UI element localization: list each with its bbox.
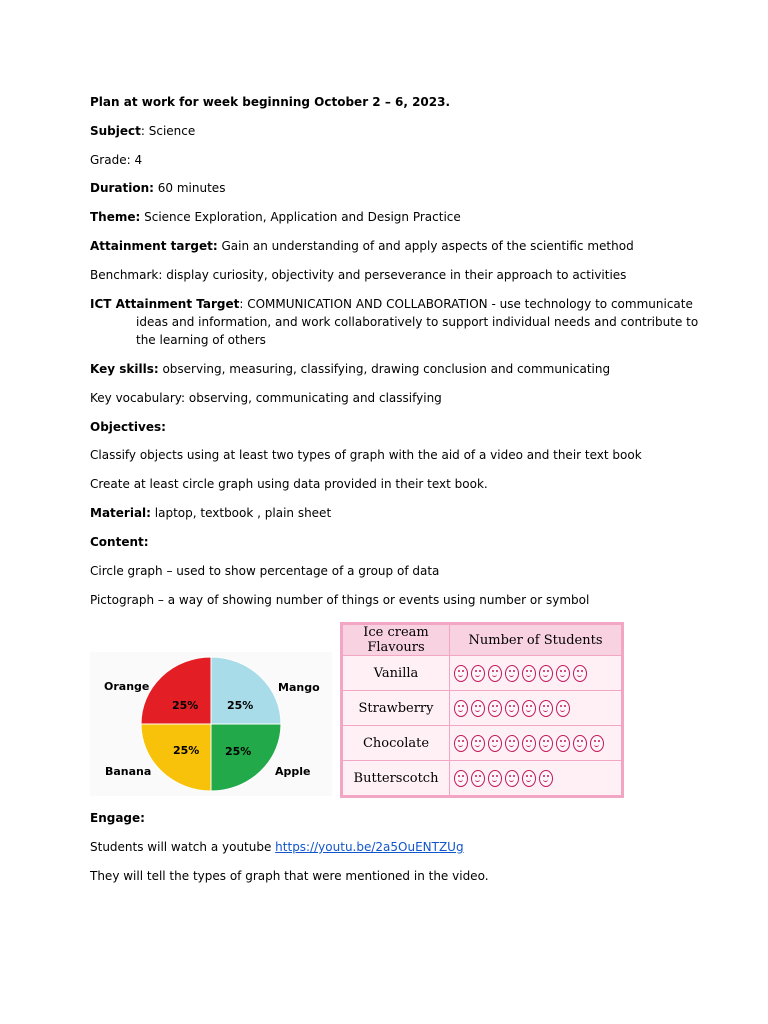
slice-text-banana: 25% xyxy=(173,744,200,757)
ict-value: : COMMUNICATION AND COLLABORATION - use technology to communicate xyxy=(239,297,693,311)
material-label: Material: xyxy=(90,506,151,520)
objectives-heading: Objectives: xyxy=(90,420,166,434)
engage-1 xyxy=(90,840,464,855)
header-flavours: Ice cream Flavours xyxy=(343,625,450,656)
duration-label: Duration: xyxy=(90,181,154,195)
smiley-icon xyxy=(556,735,570,752)
attainment-line xyxy=(90,239,634,254)
pie-slice-orange xyxy=(141,657,211,724)
pie-label-banana: Banana xyxy=(105,765,152,778)
key-vocab-line: Key vocabulary: observing, communicating and classifying xyxy=(90,391,442,405)
content-heading: Content: xyxy=(90,535,149,549)
smiley-icon xyxy=(454,700,468,717)
subject-label: Subject xyxy=(90,124,141,138)
slice-text-orange: 25% xyxy=(172,699,199,712)
smiley-icon xyxy=(539,700,553,717)
pie-label-mango: Mango xyxy=(278,681,320,694)
table-row xyxy=(343,656,622,691)
faces-cell xyxy=(450,691,622,726)
material-line xyxy=(90,506,331,521)
duration-line xyxy=(90,181,225,196)
duration-value: 60 minutes xyxy=(153,181,226,195)
material-value: laptop, textbook , plain sheet xyxy=(150,506,332,520)
smiley-icon xyxy=(539,770,553,787)
smiley-icon xyxy=(522,665,536,682)
objective-1: Classify objects using at least two types of graph with the aid of a video and their text book xyxy=(90,448,642,462)
pie-label-apple: Apple xyxy=(275,765,311,778)
ict-label: ICT Attainment Target xyxy=(90,297,240,311)
smiley-icon xyxy=(505,770,519,787)
attainment-value: Gain an understanding of and apply aspects of the scientific method xyxy=(217,239,634,253)
grade-line: Grade: 4 xyxy=(90,153,143,167)
smiley-icon xyxy=(488,700,502,717)
pictograph-table xyxy=(340,622,624,798)
smiley-icon xyxy=(488,665,502,682)
theme-line xyxy=(90,210,461,225)
smiley-icon xyxy=(454,665,468,682)
flavor-cell: Butterscotch xyxy=(343,761,450,796)
header-students: Number of Students xyxy=(450,625,622,656)
smiley-icon xyxy=(539,735,553,752)
flavor-cell: Strawberry xyxy=(343,691,450,726)
smiley-icon xyxy=(488,735,502,752)
smiley-icon xyxy=(556,700,570,717)
theme-label: Theme: xyxy=(90,210,141,224)
key-skills-line xyxy=(90,362,610,377)
flavor-cell: Chocolate xyxy=(343,726,450,761)
engage-2: They will tell the types of graph that were mentioned in the video. xyxy=(90,869,489,883)
smiley-icon xyxy=(454,770,468,787)
table-row xyxy=(343,726,622,761)
ict-line-2: ideas and information, and work collaboratively to support individual needs and contribute to xyxy=(136,315,699,329)
smiley-icon xyxy=(471,700,485,717)
objective-2: Create at least circle graph using data provided in their text book. xyxy=(90,477,488,491)
faces-cell xyxy=(450,656,622,691)
smiley-icon xyxy=(522,700,536,717)
faces-cell xyxy=(450,726,622,761)
smiley-icon xyxy=(454,735,468,752)
smiley-icon xyxy=(522,735,536,752)
smiley-icon xyxy=(505,665,519,682)
smiley-icon xyxy=(488,770,502,787)
content-1: Circle graph – used to show percentage of a group of data xyxy=(90,564,440,578)
slice-text-apple: 25% xyxy=(225,745,252,758)
smiley-icon xyxy=(573,735,587,752)
smiley-icon xyxy=(471,770,485,787)
table-row xyxy=(343,761,622,796)
smiley-icon xyxy=(505,735,519,752)
subject-line xyxy=(90,124,195,139)
benchmark-line: Benchmark: display curiosity, objectivity and perseverance in their approach to activities xyxy=(90,268,627,282)
pie-slice-banana xyxy=(141,724,211,791)
pictograph-header-row xyxy=(343,625,622,656)
pie-label-orange: Orange xyxy=(104,680,150,693)
subject-value: : Science xyxy=(140,124,196,138)
smiley-icon xyxy=(505,700,519,717)
table-row xyxy=(343,691,622,726)
smiley-icon xyxy=(471,665,485,682)
smiley-icon xyxy=(556,665,570,682)
smiley-icon xyxy=(573,665,587,682)
key-skills-value: observing, measuring, classifying, drawing conclusion and communicating xyxy=(158,362,611,376)
smiley-icon xyxy=(471,735,485,752)
circle-graph xyxy=(90,652,332,796)
ict-line-1 xyxy=(90,297,693,312)
smiley-icon xyxy=(590,735,604,752)
faces-cell xyxy=(450,761,622,796)
smiley-icon xyxy=(522,770,536,787)
key-skills-label: Key skills: xyxy=(90,362,159,376)
engage-1-text: Students will watch a youtube xyxy=(90,840,276,854)
youtube-link[interactable]: https://youtu.be/2a5OuENTZUg xyxy=(275,840,464,854)
attainment-label: Attainment target: xyxy=(90,239,218,253)
pie-slice-mango xyxy=(211,657,281,724)
flavor-cell: Vanilla xyxy=(343,656,450,691)
content-2: Pictograph – a way of showing number of things or events using number or symbol xyxy=(90,593,590,607)
engage-heading: Engage: xyxy=(90,811,145,825)
plan-title: Plan at work for week beginning October 2 – 6, 2023. xyxy=(90,95,451,109)
theme-value: Science Exploration, Application and Design Practice xyxy=(140,210,461,224)
ict-line-3: the learning of others xyxy=(136,333,266,347)
slice-text-mango: 25% xyxy=(227,699,254,712)
smiley-icon xyxy=(539,665,553,682)
